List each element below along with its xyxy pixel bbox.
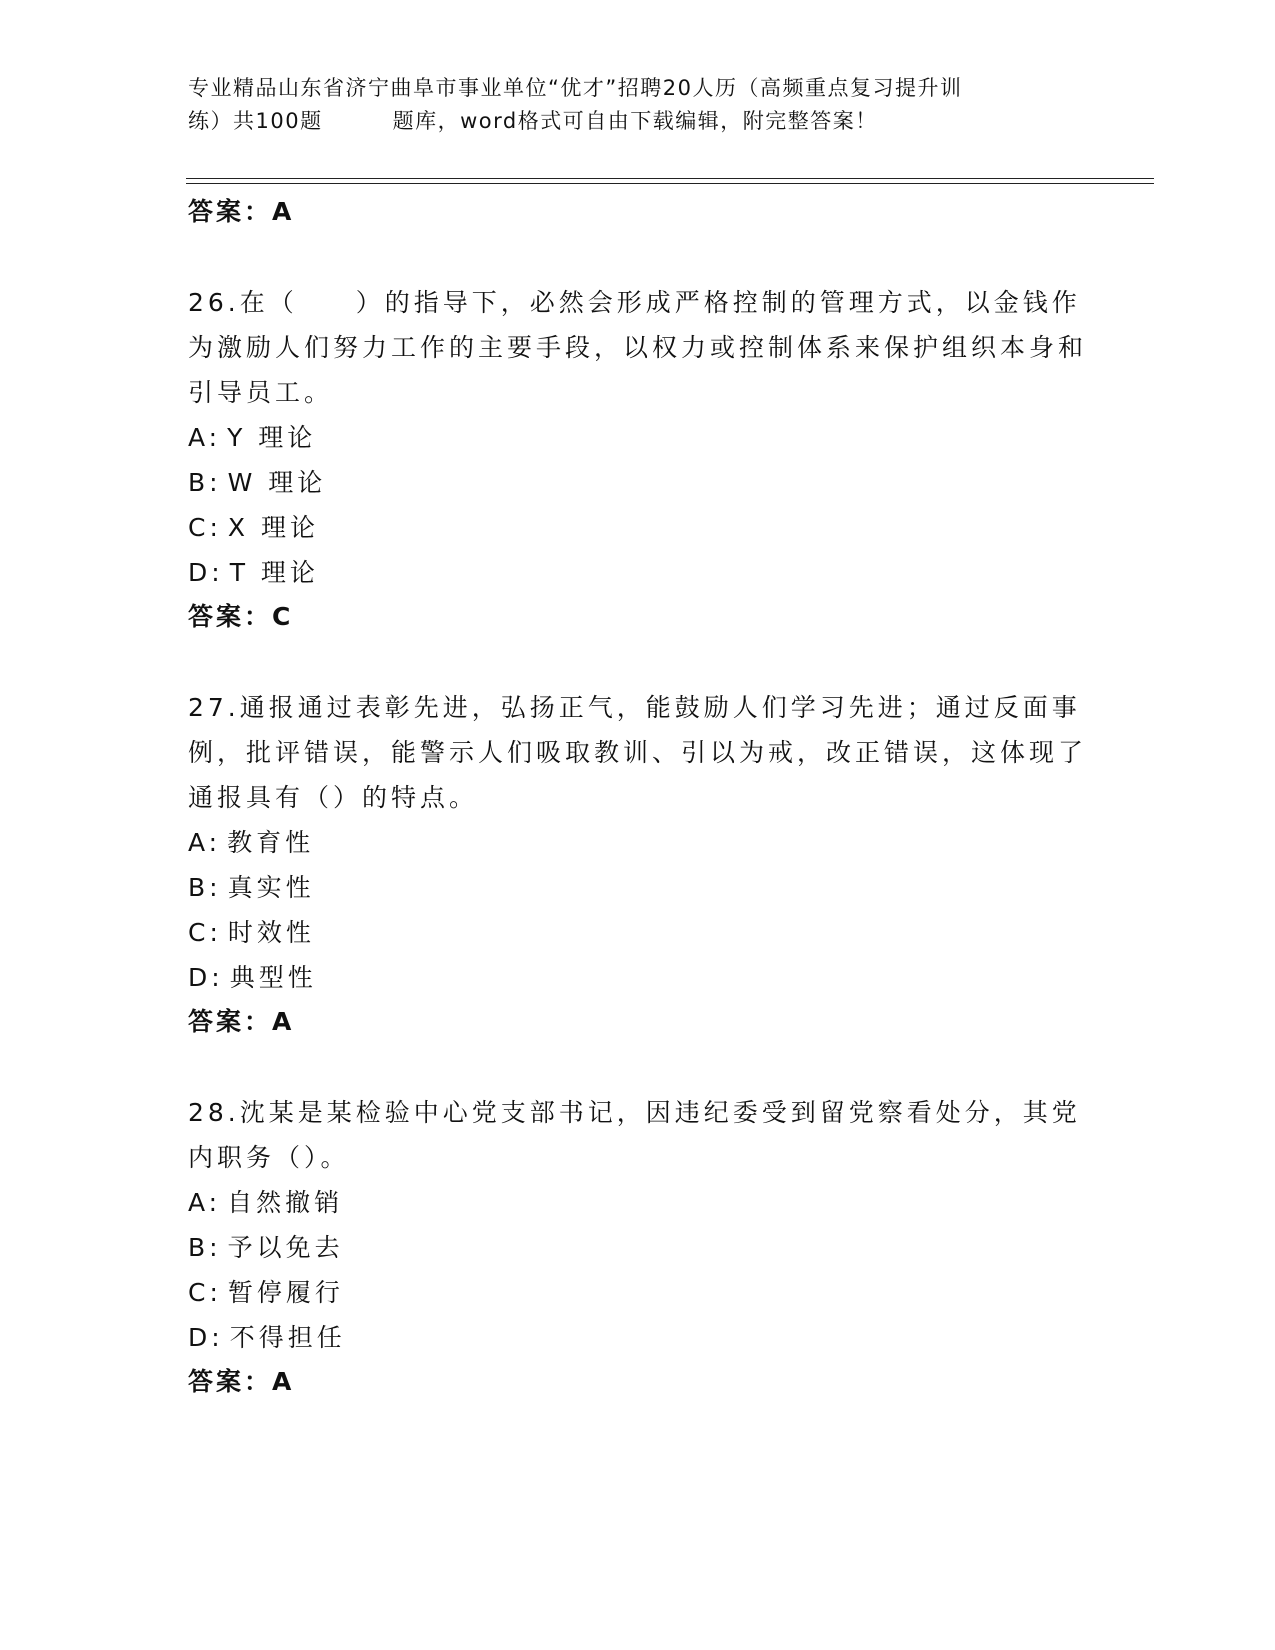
option-text: 予以免去 <box>227 1233 344 1262</box>
option-text: 暂停履行 <box>227 1278 344 1307</box>
option-text: X 理论 <box>227 513 319 542</box>
option-c <box>188 1270 1088 1315</box>
question-28 <box>188 1090 1088 1404</box>
answer: 答案：A <box>188 1367 295 1396</box>
previous-answer: 答案：A <box>188 197 295 226</box>
question-stem: 28.沈某是某检验中心党支部书记，因违纪委受到留党察看处分，其党内职务（）。 <box>188 1098 1081 1172</box>
option-text: 真实性 <box>227 873 315 902</box>
option-d <box>188 955 1088 1000</box>
option-d <box>188 1315 1088 1360</box>
option-key: D: <box>188 558 224 587</box>
option-text: 教育性 <box>227 828 315 857</box>
option-b <box>188 1225 1088 1270</box>
option-key: B: <box>188 873 222 902</box>
option-a <box>188 820 1088 865</box>
question-stem: 26.在（ ）的指导下，必然会形成严格控制的管理方式，以金钱作为激励人们努力工作的主要手段，以权力或控制体系来保护组织本身和引导员工。 <box>188 288 1088 407</box>
option-a <box>188 1180 1088 1225</box>
option-text: 不得担任 <box>229 1323 346 1352</box>
option-text: T 理论 <box>229 558 319 587</box>
option-text: 典型性 <box>229 963 317 992</box>
option-key: D: <box>188 963 224 992</box>
option-key: C: <box>188 918 222 947</box>
option-key: B: <box>188 1233 222 1262</box>
question-27 <box>188 685 1088 1044</box>
option-key: C: <box>188 1278 222 1307</box>
question-stem: 27.通报通过表彰先进，弘扬正气，能鼓励人们学习先进；通过反面事例，批评错误，能警示人们吸取教训、引以为戒，改正错误，这体现了通报具有（）的特点。 <box>188 693 1088 812</box>
question-list <box>188 190 1088 1450</box>
option-text: Y 理论 <box>227 423 317 452</box>
option-key: B: <box>188 468 222 497</box>
option-text: 时效性 <box>227 918 315 947</box>
option-a <box>188 415 1088 460</box>
option-key: C: <box>188 513 222 542</box>
option-d <box>188 550 1088 595</box>
option-key: D: <box>188 1323 224 1352</box>
option-b <box>188 865 1088 910</box>
option-c <box>188 505 1088 550</box>
answer: 答案：C <box>188 602 294 631</box>
option-c <box>188 910 1088 955</box>
header-title-line-2 <box>188 105 1068 138</box>
option-key: A: <box>188 423 222 452</box>
header-title-line-1: 专业精品山东省济宁曲阜市事业单位“优才”招聘20人历（高频重点复习提升训 <box>188 76 963 100</box>
option-text: W 理论 <box>227 468 327 497</box>
header-divider-top <box>186 178 1154 179</box>
option-key: A: <box>188 828 222 857</box>
option-b <box>188 460 1088 505</box>
option-key: A: <box>188 1188 222 1217</box>
option-text: 自然撤销 <box>227 1188 344 1217</box>
question-26 <box>188 280 1088 639</box>
header-divider-bottom <box>186 183 1154 184</box>
answer: 答案：A <box>188 1007 295 1036</box>
page-header <box>188 72 1068 138</box>
header-description: 题库，word格式可自由下载编辑，附完整答案！ <box>392 109 878 133</box>
header-count: 练）共100题 <box>188 109 323 133</box>
